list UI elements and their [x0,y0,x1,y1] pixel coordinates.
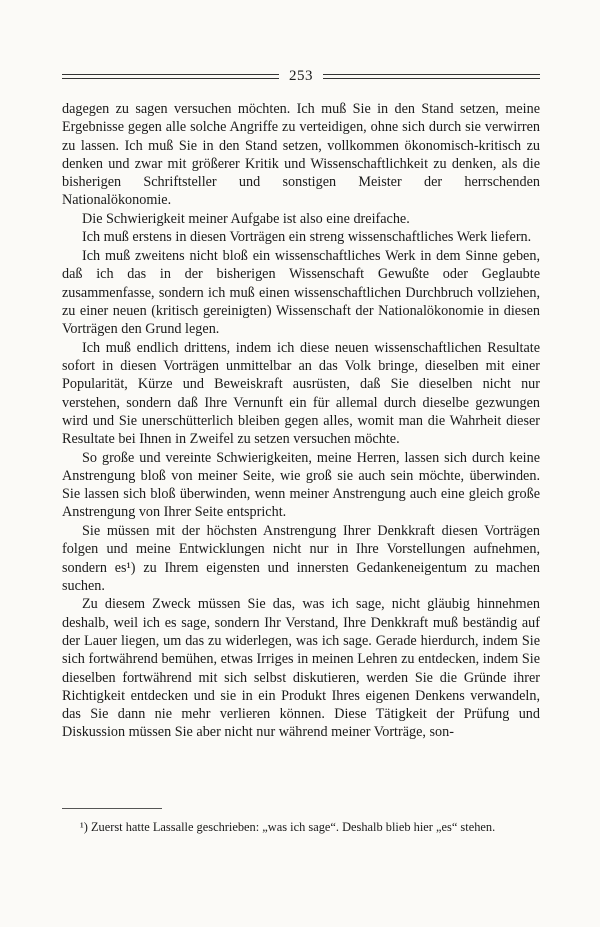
header-rule-left [62,74,279,79]
paragraph: Ich muß zweitens nicht bloß ein wissenschaftliches Werk in dem Sinne geben, daß ich das in der bisherigen Wissenschaft Gewußte oder Geglaubte zusammenfasse, sondern ich muß einen wissenschaftlichen Durchbruch vollziehen, zu einer neuen (kritisch gereinigten) Wissenschaft der Nationalökonomie in diesen Vorträgen den Grund legen. [62,247,540,338]
paragraph: Die Schwierigkeit meiner Aufgabe ist also eine dreifache. [82,210,410,227]
paragraph: dagegen zu sagen versuchen möchten. Ich muß Sie in den Stand setzen, meine Ergebnisse gegen alle solche Angriffe zu verteidigen, ohne sich durch sie verwirren zu lassen. Ich muß Sie in den Stand setzen, vollkommen ökonomisch-kritisch zu denken und zwar mit größerer Kritik und Wissenschaftlichkeit zu denken, als die bisherigen Schriftsteller und sonstigen Meister der herrschenden Nationalökonomie. [62,101,540,209]
header-rule-right [323,74,540,79]
paragraph: Zu diesem Zweck müssen Sie das, was ich sage, nicht gläubig hinnehmen deshalb, weil ich es sage, sondern Ihr Verstand, Ihre Denkkraft muß beständig auf der Lauer liegen, um das zu widerlegen, was ich sage. Gerade hierdurch, indem Sie sich fortwährend bemühen, etwas Irriges in meinen Lehren zu entdecken, indem Sie dieselben fortwährend mit sich selbst diskutieren, werden Sie die Gründe ihrer Richtigkeit entdecken und sie in ein Produkt Ihres eigenen Denkens verwandeln, das Sie dann nie mehr verlieren können. Diese Tätigkeit der Prüfung und Diskussion müssen Sie aber nicht nur während meiner Vorträge, son- [62,596,540,741]
paragraph: Ich muß erstens in diesen Vorträgen ein streng wissenschaftliches Werk liefern. [82,229,532,246]
footnote-text: ¹) Zuerst hatte Lassalle geschrieben: „was ich sage“. Deshalb blieb hier „es“ stehen. [80,820,496,834]
footnote-rule [62,808,162,809]
page-number: 253 [289,67,313,84]
paragraph: So große und vereinte Schwierigkeiten, meine Herren, lassen sich durch keine Anstrengung bloß von meiner Seite, wie groß sie auch sein möchte, überwinden. Sie lassen sich bloß überwinden, wenn meiner Anstrengung auch eine gleich große Anstrengung von Ihrer Seite entspricht. [62,449,540,521]
page-header [62,66,540,86]
paragraph: Ich muß endlich drittens, indem ich diese neuen wissenschaftlichen Resultate sofort in diesen Vorträgen unmittelbar an das Volk bringe, dieselben mit einer Popularität, Kürze und Beweiskraft ausrüsten, daß Sie dieselben nicht nur verstehen, sondern daß Ihre Vernunft ein für allemal durch dieselbe gezwungen wird und Sie unerschütterlich bleiben gegen alles, womit man die Wahrheit dieser Resultate bei Ihnen in Zweifel zu setzen versuchen möchte. [62,339,540,448]
paragraph: Sie müssen mit der höchsten Anstrengung Ihrer Denkkraft diesen Vorträgen folgen und meine Entwicklungen nicht nur in Ihre Vorstellungen aufnehmen, sondern es¹) zu Ihrem eigensten und innersten Gedankeneigentum zu machen suchen. [62,522,540,594]
footnote [62,819,522,836]
body-text [62,100,540,742]
